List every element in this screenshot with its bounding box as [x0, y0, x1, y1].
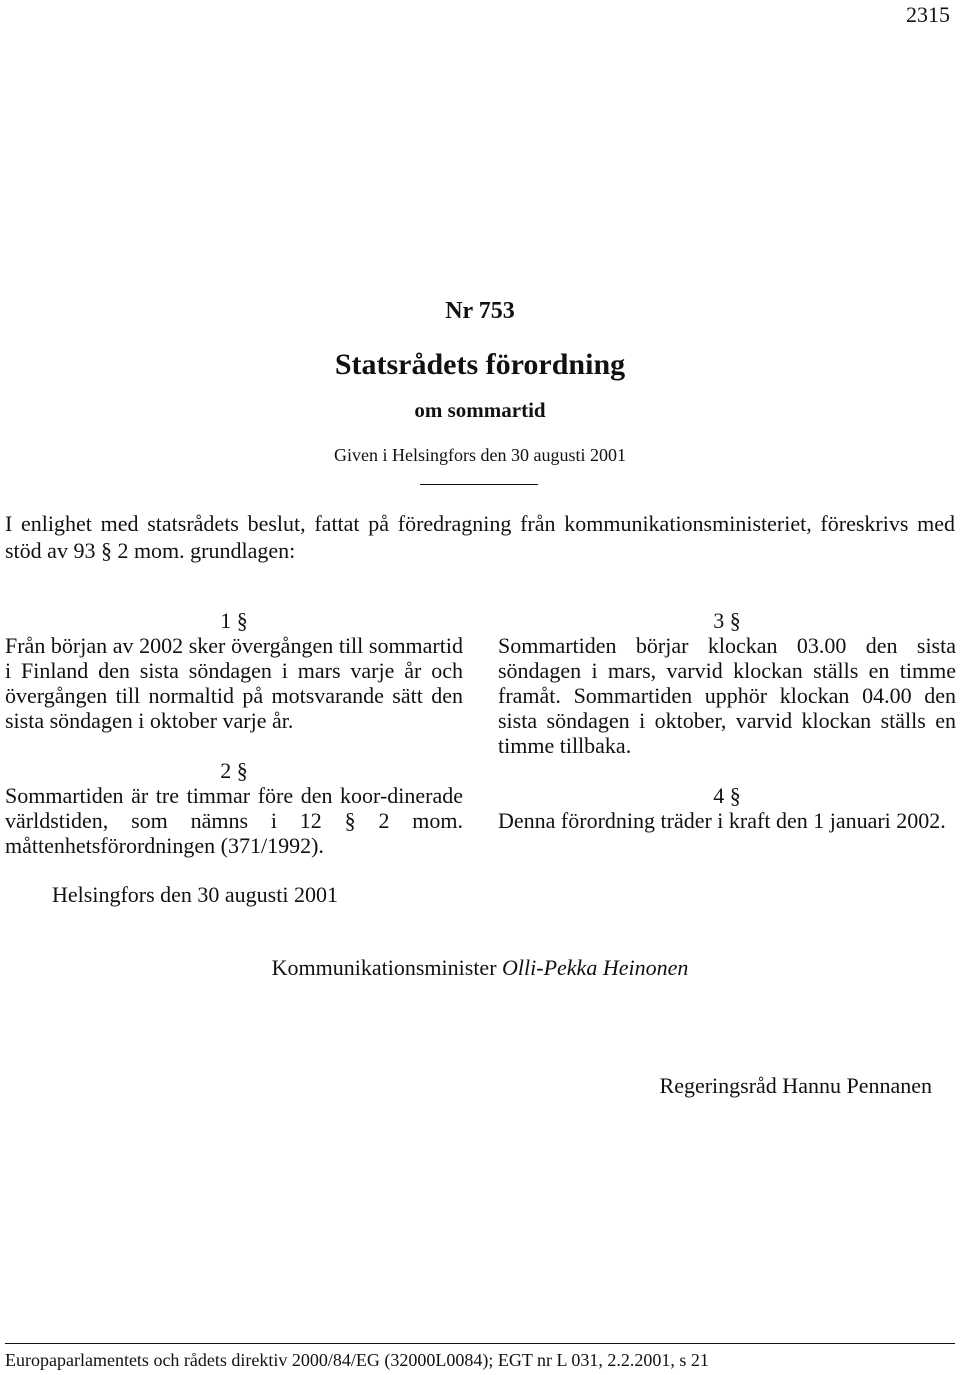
title-divider [420, 484, 538, 485]
statute-number: Nr 753 [445, 298, 515, 324]
minister-name: Olli-Pekka Heinonen [502, 955, 689, 980]
section-text: Denna förordning träder i kraft den 1 januari 2002. [498, 808, 946, 833]
minister-signature [0, 955, 960, 981]
section-1 [5, 608, 463, 733]
footnote: Europaparlamentets och rådets direktiv 2000/84/EG (32000L0084); EGT nr L 031, 2.2.2001, s 21 [5, 1350, 709, 1370]
section-3 [498, 608, 956, 758]
section-heading: 1 § [220, 608, 248, 633]
footnote-divider [5, 1343, 955, 1344]
section-2 [5, 758, 463, 858]
official-signature: Regeringsråd Hannu Pennanen [659, 1073, 932, 1098]
preamble: I enlighet med statsrådets beslut, fattat på föredragning från kommunikationsministeriet, föreskrivs med stöd av 93 § 2 mom. grundlagen: [5, 511, 955, 563]
place-date: Helsingfors den 30 augusti 2001 [52, 882, 338, 907]
section-heading: 2 § [220, 758, 248, 783]
given-line: Given i Helsingfors den 30 augusti 2001 [334, 445, 626, 465]
document-subtitle: om sommartid [414, 398, 546, 422]
minister-title: Kommunikationsminister [271, 955, 497, 980]
section-text: Sommartiden är tre timmar före den koor-dinerade världstiden, som nämns i 12 § 2 mom. måttenhetsförordningen (371/1992). [5, 783, 463, 858]
section-4 [498, 783, 956, 833]
section-heading: 3 § [713, 608, 741, 633]
document-title: Statsrådets förordning [334, 348, 626, 381]
section-text: Från början av 2002 sker övergången till sommartid i Finland den sista söndagen i mars varje år och övergången till normaltid på motsvarande sätt den sista söndagen i oktober varje år. [5, 633, 463, 733]
section-heading: 4 § [713, 783, 741, 808]
page-number: 2315 [906, 2, 950, 27]
section-text: Sommartiden börjar klockan 03.00 den sista söndagen i mars, varvid klockan ställs en timme framåt. Sommartiden upphör klockan 04.00 den sista söndagen i oktober, varvid klockan ställs en timme tillbaka. [498, 633, 956, 758]
